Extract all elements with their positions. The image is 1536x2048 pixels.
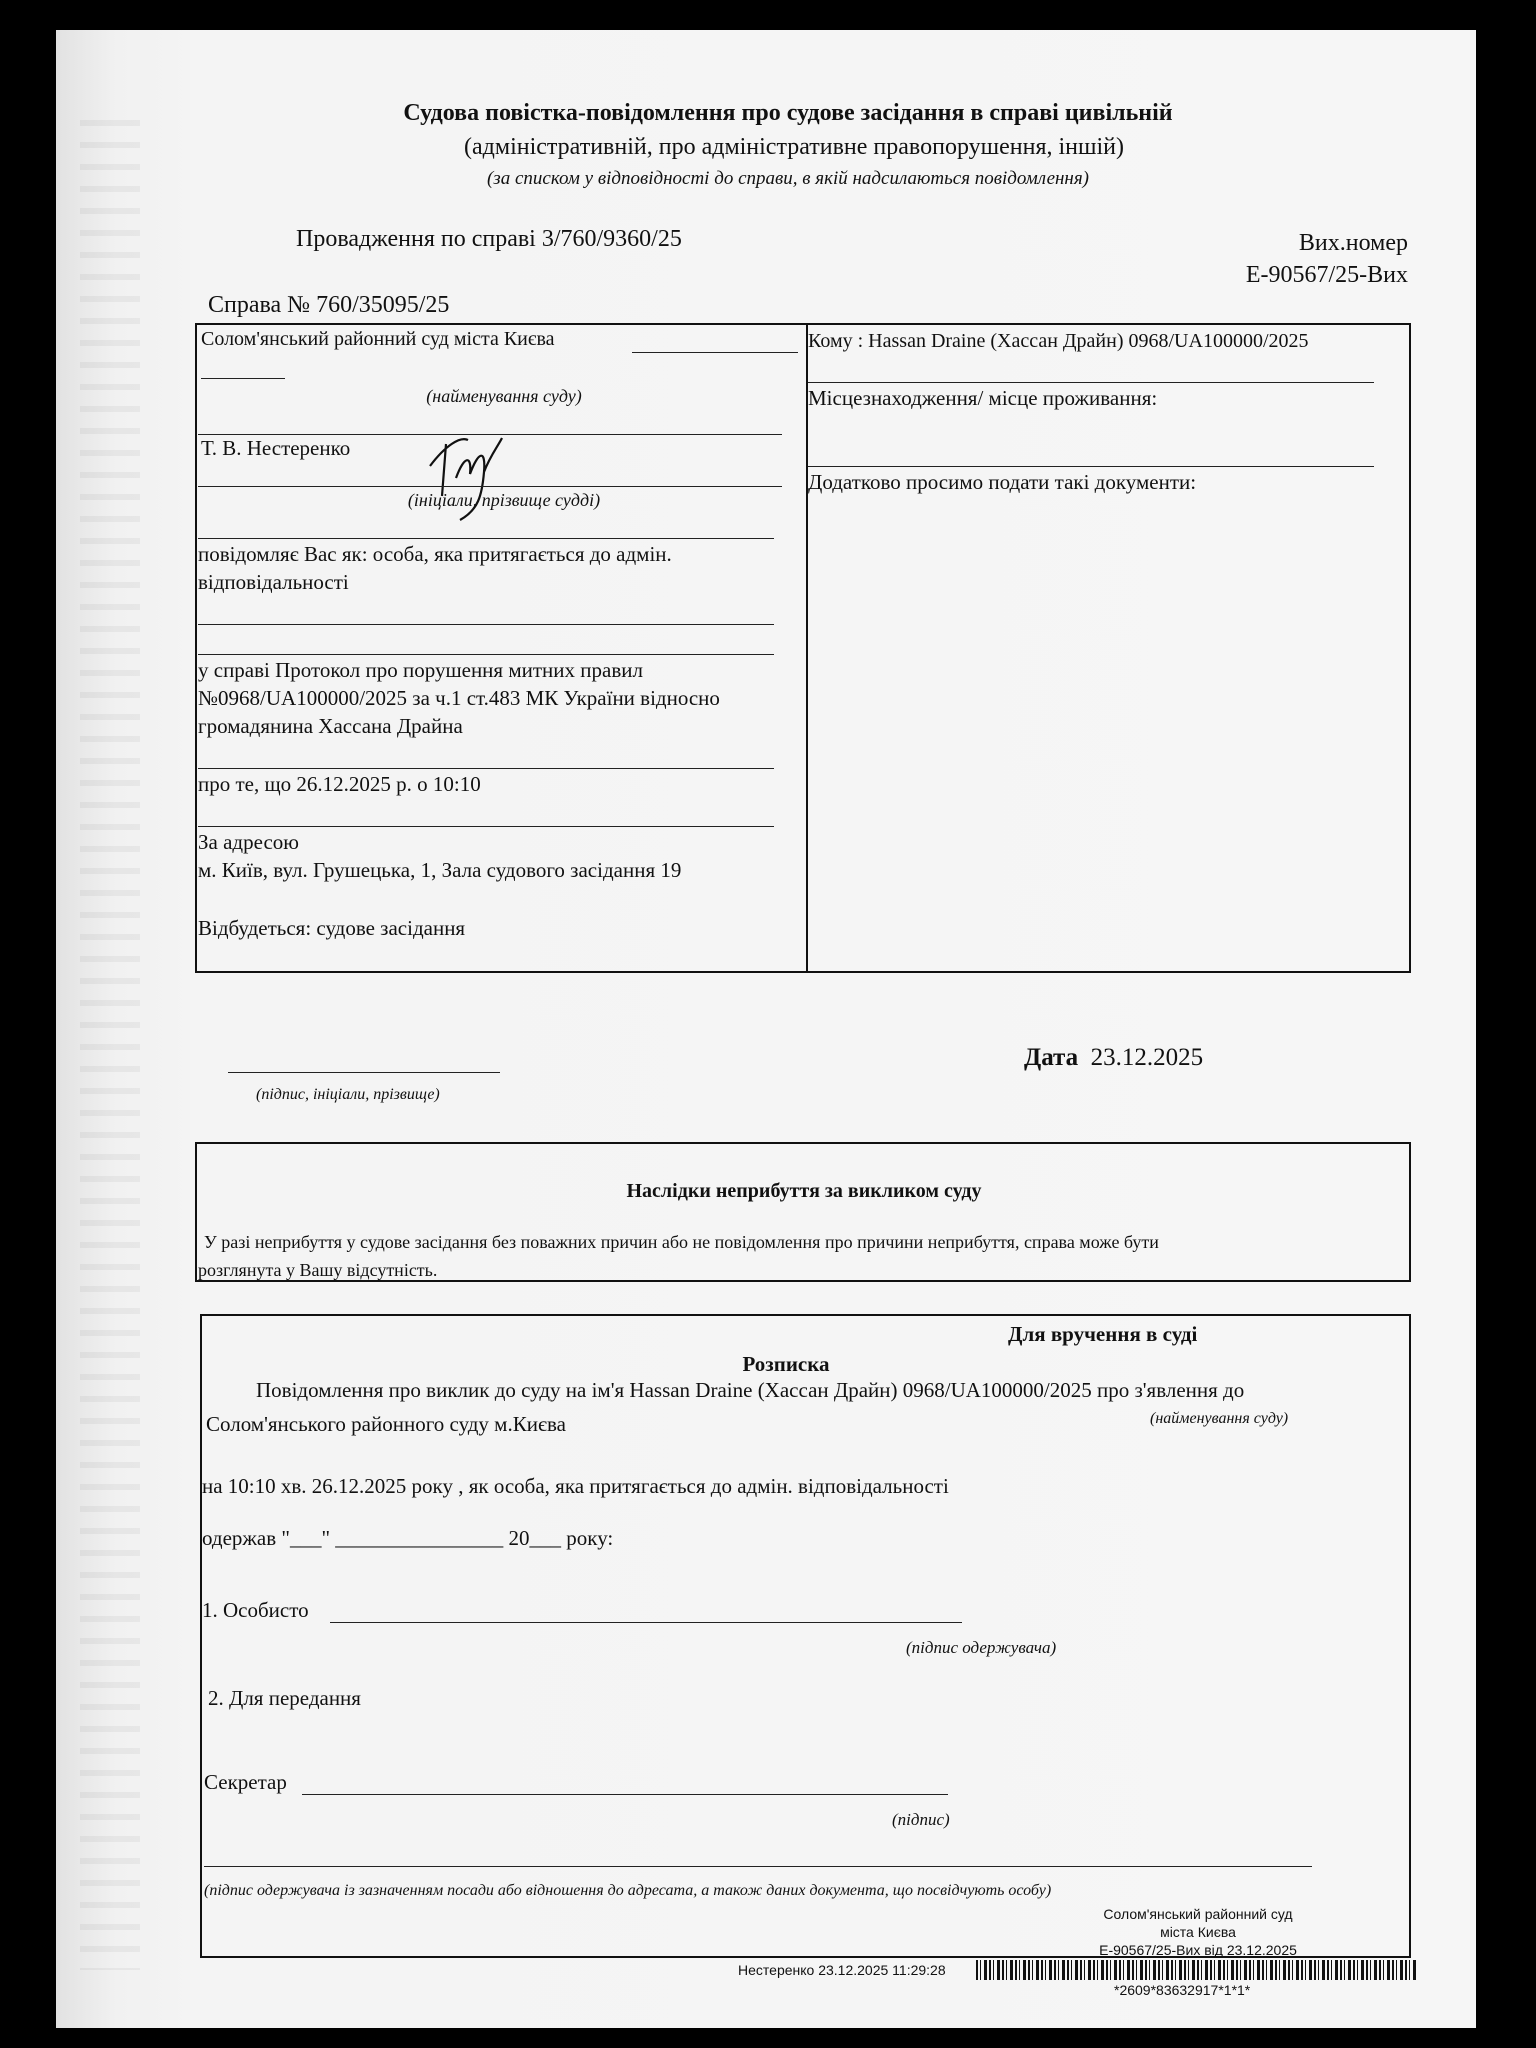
court-stamp-line-3: Е-90567/25-Вих від 23.12.2025 xyxy=(1099,1942,1297,1958)
hearing-time: про те, що 26.12.2025 р. о 10:10 xyxy=(198,772,481,796)
receipt-received: одержав "___" ________________ 20___ року: xyxy=(202,1526,614,1550)
rule xyxy=(632,352,798,353)
secretary-sign-caption: (підпис) xyxy=(892,1810,950,1829)
judge-name: Т. В. Нестеренко xyxy=(201,436,351,460)
rule xyxy=(198,538,774,539)
rule xyxy=(808,382,1374,383)
documents-request: Додатково просимо подати такі документи: xyxy=(808,470,1197,494)
barcode-text: *2609*83632917*1*1* xyxy=(1114,1982,1251,1998)
recipient: Кому : Hassan Draine (Хассан Драйн) 0968/UA100000/2025 xyxy=(808,330,1309,352)
case-desc-1: у справі Протокол про порушення митних правил xyxy=(198,658,643,682)
notify-role: повідомляє Вас як: особа, яка притягається до адмін. xyxy=(198,542,672,566)
date-label: Дата xyxy=(1024,1044,1079,1071)
rule xyxy=(198,486,782,487)
consequences-text-2: розглянута у Вашу відсутність. xyxy=(198,1260,438,1280)
hearing-address: м. Київ, вул. Грушецька, 1, Зала судового засідання 19 xyxy=(198,858,682,882)
consequences-title: Наслідки неприбуття за викликом суду xyxy=(626,1180,982,1202)
date-value: 23.12.2025 xyxy=(1090,1044,1204,1071)
doc-note: (за списком у відповідності до справи, в якій надсилаються повідомлення) xyxy=(486,168,1090,189)
signature-caption: (підпис, ініціали, прізвище) xyxy=(256,1086,440,1103)
column-divider xyxy=(806,323,808,973)
rule xyxy=(198,654,774,655)
judge-caption: (ініціали, прізвище судді) xyxy=(407,490,601,510)
proceeding-number: Провадження по справі 3/760/9360/25 xyxy=(296,226,682,252)
case-desc-3: громадянина Хассана Драйна xyxy=(198,714,463,738)
rule xyxy=(198,826,774,827)
doc-subtitle: (адміністративній, про адміністративне правопорушення, іншій) xyxy=(464,134,1124,160)
receipt-transfer: 2. Для передання xyxy=(208,1686,361,1710)
court-caption: (найменування суду) xyxy=(426,386,582,406)
secretary-label: Секретар xyxy=(204,1770,287,1794)
doc-title: Судова повістка-повідомлення про судове засідання в справі цивільній xyxy=(403,100,1173,126)
receipt-tag: Для вручення в суді xyxy=(1008,1322,1198,1346)
outgoing-label: Вих.номер xyxy=(1298,230,1408,256)
court-stamp-line-2: міста Києва xyxy=(1160,1924,1236,1940)
rule xyxy=(330,1622,962,1623)
receipt-line-1: Повідомлення про виклик до суду на ім'я Hassan Draine (Хассан Драйн) 0968/UA100000/2025 про з'явлення до xyxy=(256,1378,1245,1402)
receipt-footer-note: (підпис одержувача із зазначенням посади або відношення до адресата, а також даних документа, що посвідчують особу) xyxy=(204,1882,1052,1899)
case-number: Справа № 760/35095/25 xyxy=(208,292,450,318)
address-label: За адресою xyxy=(198,830,299,854)
rule xyxy=(201,378,285,379)
recipient-sign-caption: (підпис одержувача) xyxy=(906,1638,1057,1657)
notify-role-cont: відповідальності xyxy=(198,570,349,594)
consequences-text-1: У разі неприбуття у судове засідання без поважних причин або не повідомлення про причини неприбуття, справа може бути xyxy=(204,1232,1159,1252)
barcode xyxy=(976,1960,1416,1980)
rule xyxy=(204,1866,1312,1867)
court-stamp-line-1: Солом'янський районний суд xyxy=(1103,1906,1293,1922)
receipt-line-3: на 10:10 хв. 26.12.2025 року , як особа, яка притягається до адмін. відповідальності xyxy=(202,1474,949,1498)
scan-edge-artifact xyxy=(80,120,140,1970)
judge-signature xyxy=(420,426,520,526)
print-timestamp: Нестеренко 23.12.2025 11:29:28 xyxy=(738,1962,946,1978)
rule xyxy=(198,624,774,625)
outgoing-number: Е-90567/25-Вих xyxy=(1245,262,1408,288)
case-desc-2: №0968/UA100000/2025 за ч.1 ст.483 МК України відносно xyxy=(198,686,720,710)
recipient-location: Місцезнаходження/ місце проживання: xyxy=(808,386,1158,410)
receipt-court-caption: (найменування суду) xyxy=(1150,1410,1289,1427)
court-name: Солом'янський районний суд міста Києва xyxy=(201,328,555,350)
hearing-type: Відбудеться: судове засідання xyxy=(198,916,466,940)
rule xyxy=(198,768,774,769)
receipt-personal: 1. Особисто xyxy=(202,1598,309,1622)
rule xyxy=(808,466,1374,467)
signature-line xyxy=(228,1072,500,1073)
issue-date xyxy=(1024,1044,1203,1072)
rule xyxy=(302,1794,948,1795)
receipt-title: Розписка xyxy=(742,1352,830,1376)
receipt-line-2: Солом'янського районного суду м.Києва xyxy=(206,1412,566,1436)
